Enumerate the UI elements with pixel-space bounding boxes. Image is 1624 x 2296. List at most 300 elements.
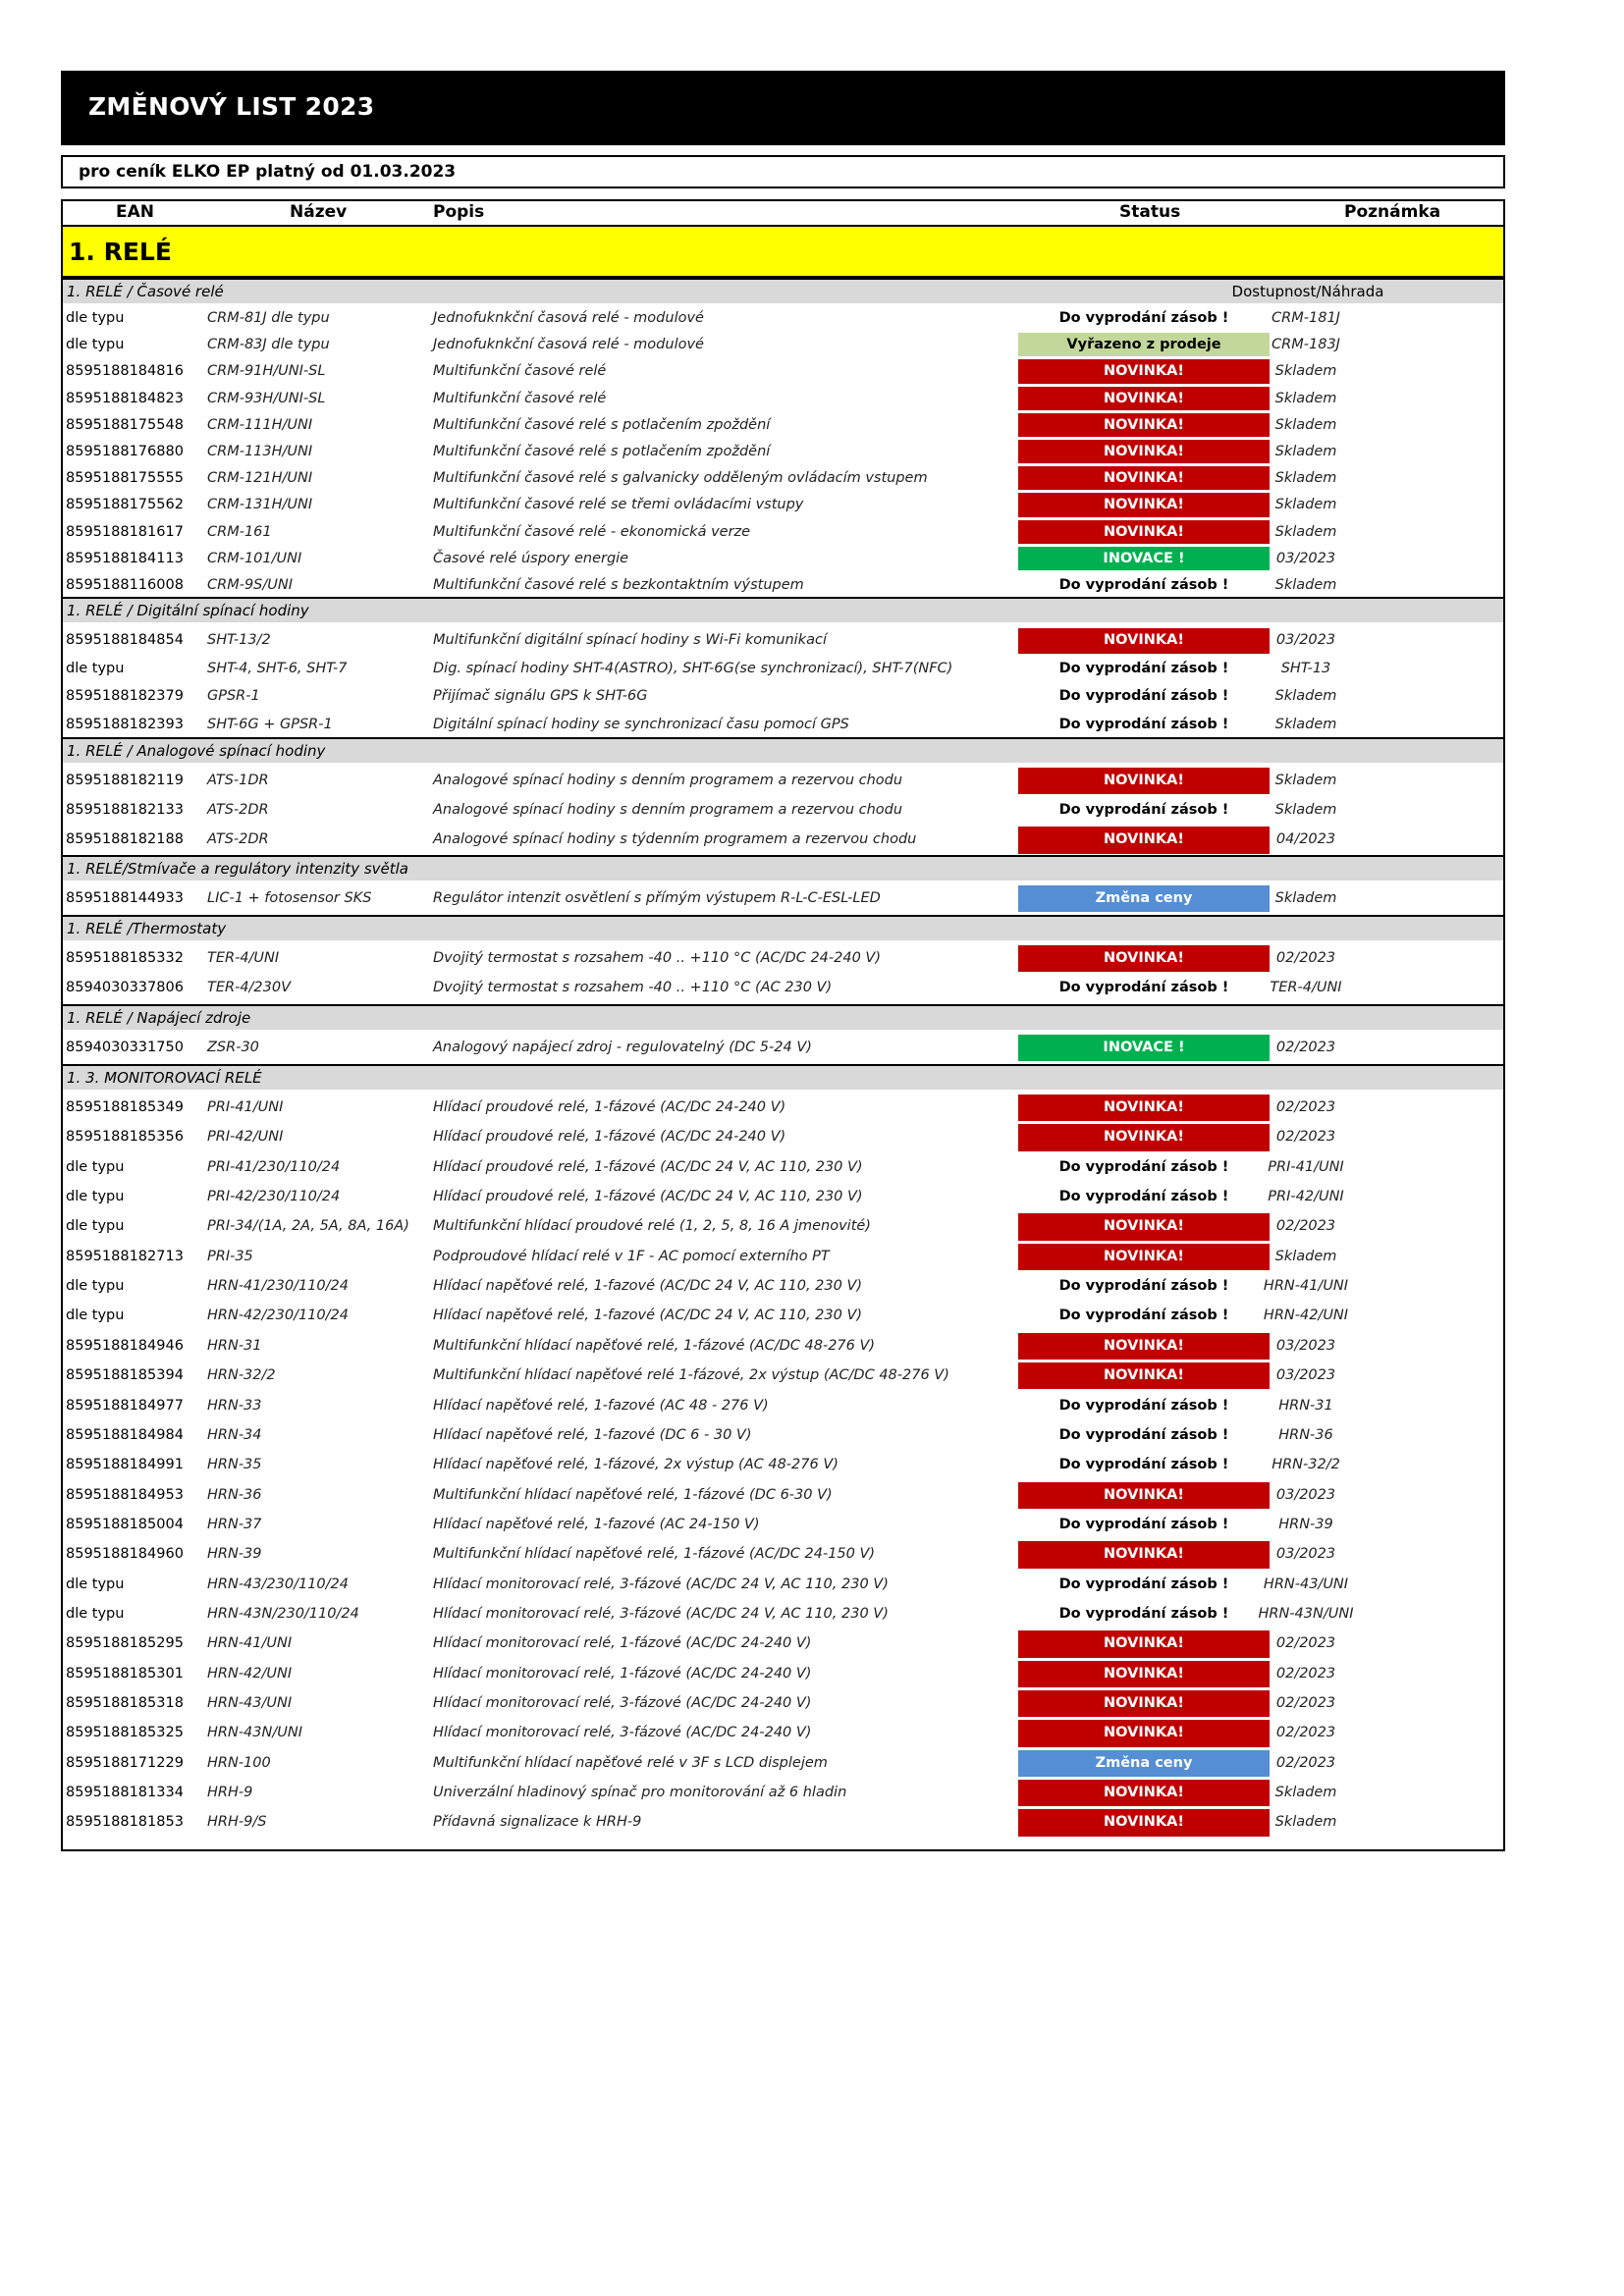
category-row	[63, 737, 1503, 763]
ean-cell: 8595188184991	[66, 1457, 184, 1473]
note-cell: 02/2023	[1275, 1099, 1336, 1115]
note-cell: 02/2023	[1275, 1635, 1336, 1652]
category-row	[63, 855, 1503, 881]
ean-cell: 8595188185004	[66, 1516, 184, 1532]
name-cell: HRH-9/S	[207, 1814, 267, 1831]
status-badge: NOVINKA!	[1018, 1630, 1270, 1657]
name-cell: CRM-93H/UNI-SL	[207, 390, 326, 406]
note-cell: 03/2023	[1275, 1337, 1336, 1354]
category-row	[63, 1064, 1503, 1090]
ean-cell: 8595188182393	[66, 716, 184, 732]
note-cell: Skladem	[1274, 1814, 1337, 1831]
ean-cell: 8595188182379	[66, 688, 184, 705]
note-cell: HRN-41/UNI	[1263, 1278, 1349, 1295]
ean-cell: dle typu	[66, 660, 125, 676]
status-badge: NOVINKA!	[1018, 1541, 1270, 1568]
name-cell: CRM-131H/UNI	[207, 497, 313, 513]
status-badge: Do vyprodání zásob !	[1058, 1605, 1229, 1622]
name-cell: HRN-33	[207, 1397, 262, 1414]
status-badge: NOVINKA!	[1018, 520, 1270, 544]
category-label: 1. 3. MONITOROVACÍ RELÉ	[67, 1069, 262, 1087]
description-cell: Přijímač signálu GPS k SHT-6G	[433, 688, 648, 705]
status-badge: NOVINKA!	[1018, 1690, 1270, 1717]
description-cell: Multifunkční časové relé s galvanicky odděleným ovládacím vstupem	[433, 470, 928, 487]
name-cell: CRM-81J dle typu	[207, 310, 330, 326]
ean-cell: 8595188116008	[66, 577, 184, 593]
description-cell: Přídavná signalizace k HRH-9	[433, 1814, 642, 1831]
ean-cell: 8595188182133	[66, 802, 184, 819]
status-badge: NOVINKA!	[1018, 827, 1270, 853]
table-row	[63, 826, 1503, 855]
status-badge: NOVINKA!	[1018, 945, 1270, 972]
status-badge: Vyřazeno z prodeje	[1018, 333, 1270, 356]
note-cell: Skladem	[1274, 390, 1337, 406]
description-cell: Regulátor intenzit osvětlení s přímým výstupem R-L-C-ESL-LED	[433, 890, 881, 906]
table-row	[63, 1392, 1503, 1421]
note-cell: HRN-43N/UNI	[1258, 1605, 1354, 1622]
description-cell: Multifunkční hlídací napěťové relé, 1-fázové (AC/DC 24-150 V)	[433, 1546, 876, 1563]
name-cell: HRN-42/UNI	[207, 1665, 293, 1682]
name-cell: TER-4/230V	[207, 980, 292, 996]
status-badge: NOVINKA!	[1018, 1661, 1270, 1687]
table-row	[63, 358, 1503, 385]
note-cell: 04/2023	[1275, 831, 1336, 848]
status-badge: NOVINKA!	[1018, 493, 1270, 516]
name-cell: SHT-6G + GPSR-1	[207, 716, 333, 732]
category-label: 1. RELÉ / Časové relé	[67, 283, 224, 300]
description-cell: Multifunkční hlídací napěťové relé, 1-fázové (DC 6-30 V)	[433, 1486, 833, 1503]
status-badge: NOVINKA!	[1018, 387, 1270, 410]
status-badge: Do vyprodání zásob !	[1058, 1457, 1229, 1473]
name-cell: HRN-31	[207, 1337, 262, 1354]
note-cell: 02/2023	[1275, 1040, 1336, 1055]
section-banner	[63, 227, 1503, 278]
description-cell: Hlídací monitorovací relé, 3-fázové (AC/DC 24 V, AC 110, 230 V)	[433, 1605, 889, 1622]
table-row	[63, 1153, 1503, 1183]
status-badge: Změna ceny	[1018, 1750, 1270, 1777]
table-row	[63, 386, 1503, 412]
name-cell: ATS-1DR	[207, 773, 269, 788]
table-row	[63, 1511, 1503, 1540]
table-row	[63, 412, 1503, 439]
page-title: ZMĚNOVÝ LIST 2023	[88, 92, 375, 121]
title-bar	[61, 71, 1505, 145]
name-cell: HRN-41/230/110/24	[207, 1278, 349, 1295]
table-row	[63, 1660, 1503, 1689]
ean-cell: 8595188175562	[66, 497, 184, 513]
note-cell: PRI-41/UNI	[1268, 1158, 1344, 1175]
description-cell: Jednofuknkční časová relé - modulové	[433, 337, 704, 353]
note-cell: HRN-39	[1278, 1516, 1333, 1532]
note-cell: Skladem	[1274, 444, 1337, 459]
name-cell: CRM-111H/UNI	[207, 416, 313, 433]
name-cell: HRN-37	[207, 1516, 262, 1532]
note-cell: Skladem	[1274, 416, 1337, 433]
ean-cell: 8595188175555	[66, 470, 184, 487]
status-badge: Do vyprodání zásob !	[1058, 1426, 1229, 1443]
status-badge: INOVACE !	[1018, 547, 1270, 570]
table-row	[63, 1689, 1503, 1719]
table-row	[63, 767, 1503, 796]
name-cell: ZSR-30	[207, 1040, 259, 1055]
category-row	[63, 597, 1503, 622]
name-cell: ATS-2DR	[207, 802, 269, 819]
name-cell: CRM-9S/UNI	[207, 577, 293, 593]
name-cell: LIC-1 + fotosensor SKS	[207, 890, 372, 906]
status-badge: NOVINKA!	[1018, 359, 1270, 383]
ean-cell: 8595188184946	[66, 1337, 184, 1354]
status-badge: NOVINKA!	[1018, 768, 1270, 794]
note-cell: 03/2023	[1275, 1367, 1336, 1384]
category-label: 1. RELÉ / Digitální spínací hodiny	[67, 602, 309, 619]
note-cell: Skladem	[1274, 890, 1337, 906]
note-cell: Skladem	[1274, 497, 1337, 513]
ean-cell: dle typu	[66, 310, 125, 326]
description-cell: Dvojitý termostat s rozsahem -40 .. +110 °C (AC 230 V)	[433, 980, 833, 996]
ean-cell: 8595188184984	[66, 1426, 184, 1443]
name-cell: HRN-35	[207, 1457, 262, 1473]
ean-cell: dle typu	[66, 1218, 125, 1235]
description-cell: Analogové spínací hodiny s denním programem a rezervou chodu	[433, 773, 903, 788]
status-badge: NOVINKA!	[1018, 466, 1270, 490]
name-cell: PRI-35	[207, 1248, 253, 1264]
table-row	[63, 796, 1503, 826]
note-cell: 02/2023	[1275, 1695, 1336, 1711]
subtitle-box	[61, 155, 1505, 188]
section-title: 1. RELÉ	[69, 238, 172, 266]
name-cell: HRH-9	[207, 1785, 253, 1801]
description-cell: Hlídací proudové relé, 1-fázové (AC/DC 24-240 V)	[433, 1129, 786, 1146]
status-badge: NOVINKA!	[1018, 1780, 1270, 1806]
name-cell: ATS-2DR	[207, 831, 269, 848]
note-cell: PRI-42/UNI	[1268, 1189, 1344, 1205]
status-badge: Do vyprodání zásob !	[1058, 1397, 1229, 1414]
category-row	[63, 915, 1503, 940]
description-cell: Multifunkční časové relé	[433, 363, 607, 380]
table-row	[63, 1749, 1503, 1779]
ean-cell: 8595188185332	[66, 950, 184, 966]
note-cell: 02/2023	[1275, 1218, 1336, 1235]
status-badge: INOVACE !	[1018, 1035, 1270, 1061]
status-badge: Do vyprodání zásob !	[1058, 688, 1229, 705]
table-row	[63, 1123, 1503, 1152]
status-badge: NOVINKA!	[1018, 1244, 1270, 1270]
description-cell: Hlídací napěťové relé, 1-fazové (AC/DC 24 V, AC 110, 230 V)	[433, 1308, 863, 1324]
ean-cell: 8595188182188	[66, 831, 184, 848]
ean-cell: 8595188185301	[66, 1665, 184, 1682]
col-head-desc: Popis	[433, 202, 485, 222]
status-badge: Do vyprodání zásob !	[1058, 1189, 1229, 1205]
note-cell: 02/2023	[1275, 950, 1336, 966]
ean-cell: 8595188171229	[66, 1754, 184, 1771]
table-row	[63, 1540, 1503, 1570]
description-cell: Multifunkční časové relé se třemi ovládacími vstupy	[433, 497, 804, 513]
note-cell: 03/2023	[1275, 550, 1336, 566]
name-cell: HRN-100	[207, 1754, 271, 1771]
table-row	[63, 1243, 1503, 1272]
description-cell: Analogové spínací hodiny s denním programem a rezervou chodu	[433, 802, 903, 819]
status-badge: Do vyprodání zásob !	[1058, 1516, 1229, 1532]
ean-cell: 8595188144933	[66, 890, 184, 906]
ean-cell: 8595188185394	[66, 1367, 184, 1384]
note-cell: CRM-183J	[1272, 337, 1340, 353]
note-cell: Skladem	[1274, 577, 1337, 593]
description-cell: Podproudové hlídací relé v 1F - AC pomocí externího PT	[433, 1248, 830, 1264]
description-cell: Multifunkční časové relé s potlačením zpoždění	[433, 444, 771, 459]
description-cell: Hlídací monitorovací relé, 3-fázové (AC/DC 24-240 V)	[433, 1695, 812, 1711]
name-cell: SHT-13/2	[207, 632, 271, 648]
table-row	[63, 519, 1503, 546]
description-cell: Hlídací napěťové relé, 1-fázové, 2x výstup (AC 48-276 V)	[433, 1457, 839, 1473]
note-cell: Skladem	[1274, 716, 1337, 732]
name-cell: HRN-41/UNI	[207, 1635, 293, 1652]
ean-cell: 8595188184960	[66, 1546, 184, 1563]
name-cell: PRI-41/230/110/24	[207, 1158, 341, 1175]
subtitle: pro ceník ELKO EP platný od 01.03.2023	[79, 162, 457, 182]
table-row	[63, 974, 1503, 1003]
note-cell: HRN-36	[1278, 1426, 1333, 1443]
ean-cell: 8595188182713	[66, 1248, 184, 1264]
table-row	[63, 683, 1503, 712]
name-cell: PRI-42/UNI	[207, 1129, 284, 1146]
description-cell: Hlídací monitorovací relé, 1-fázové (AC/DC 24-240 V)	[433, 1665, 812, 1682]
ean-cell: dle typu	[66, 337, 125, 353]
ean-cell: dle typu	[66, 1575, 125, 1592]
note-cell: Skladem	[1274, 523, 1337, 540]
ean-cell: 8595188181334	[66, 1785, 184, 1801]
name-cell: HRN-43N/230/110/24	[207, 1605, 359, 1622]
name-cell: CRM-113H/UNI	[207, 444, 313, 459]
name-cell: CRM-83J dle typu	[207, 337, 330, 353]
ean-cell: dle typu	[66, 1278, 125, 1295]
ean-cell: 8595188184823	[66, 390, 184, 406]
description-cell: Multifunkční hlídací proudové relé (1, 2, 5, 8, 16 A jmenovité)	[433, 1218, 871, 1235]
description-cell: Dvojitý termostat s rozsahem -40 .. +110 °C (AC/DC 24-240 V)	[433, 950, 881, 966]
ean-cell: 8595188185318	[66, 1695, 184, 1711]
note-cell: 02/2023	[1275, 1725, 1336, 1741]
table-row	[63, 1302, 1503, 1331]
description-cell: Hlídací proudové relé, 1-fázové (AC/DC 24 V, AC 110, 230 V)	[433, 1189, 863, 1205]
ean-cell: 8595188185356	[66, 1129, 184, 1146]
table-row	[63, 1481, 1503, 1511]
table-row	[63, 1629, 1503, 1659]
ean-cell: 8594030337806	[66, 980, 184, 996]
table-row	[63, 884, 1503, 914]
table-row	[63, 1272, 1503, 1302]
table-row	[63, 439, 1503, 465]
status-badge: NOVINKA!	[1018, 1720, 1270, 1746]
description-cell: Hlídací monitorovací relé, 3-fázové (AC/DC 24 V, AC 110, 230 V)	[433, 1575, 889, 1592]
status-badge: Do vyprodání zásob !	[1058, 1308, 1229, 1324]
table-row	[63, 1421, 1503, 1451]
name-cell: GPSR-1	[207, 688, 260, 705]
note-cell: CRM-181J	[1272, 310, 1340, 326]
note-cell: HRN-32/2	[1272, 1457, 1340, 1473]
table-row	[63, 546, 1503, 572]
description-cell: Hlídací monitorovací relé, 3-fázové (AC/DC 24-240 V)	[433, 1725, 812, 1741]
ean-cell: 8595188185349	[66, 1099, 184, 1115]
note-cell: SHT-13	[1280, 660, 1331, 676]
status-badge: Do vyprodání zásob !	[1058, 310, 1229, 326]
table-row	[63, 1332, 1503, 1362]
name-cell: CRM-91H/UNI-SL	[207, 363, 326, 380]
description-cell: Analogový napájecí zdroj - regulovatelný (DC 5-24 V)	[433, 1040, 812, 1055]
ean-cell: 8595188185295	[66, 1635, 184, 1652]
category-label: 1. RELÉ / Analogové spínací hodiny	[67, 742, 326, 760]
description-cell: Multifunkční hlídací napěťové relé v 3F s LCD displejem	[433, 1754, 828, 1771]
name-cell: HRN-43/UNI	[207, 1695, 293, 1711]
note-cell: Skladem	[1274, 688, 1337, 705]
category-label: 1. RELÉ / Napájecí zdroje	[67, 1009, 251, 1027]
category-label: 1. RELÉ/Stmívače a regulátory intenzity světla	[67, 860, 408, 878]
ean-cell: 8595188181853	[66, 1814, 184, 1831]
category-availability-label: Dostupnost/Náhrada	[1231, 283, 1384, 300]
ean-cell: 8595188184977	[66, 1397, 184, 1414]
category-row	[63, 278, 1503, 303]
col-head-ean: EAN	[116, 202, 154, 222]
status-badge: NOVINKA!	[1018, 628, 1270, 654]
name-cell: HRN-39	[207, 1546, 262, 1563]
description-cell: Multifunkční časové relé	[433, 390, 607, 406]
name-cell: CRM-101/UNI	[207, 550, 302, 566]
status-badge: Do vyprodání zásob !	[1058, 802, 1229, 819]
note-cell: Skladem	[1274, 802, 1337, 819]
status-badge: NOVINKA!	[1018, 440, 1270, 463]
name-cell: HRN-43/230/110/24	[207, 1575, 349, 1592]
note-cell: HRN-42/UNI	[1263, 1308, 1349, 1324]
description-cell: Hlídací napěťové relé, 1-fazové (AC 48 - 276 V)	[433, 1397, 769, 1414]
note-cell: Skladem	[1274, 1248, 1337, 1264]
col-head-name: Název	[290, 202, 348, 222]
note-cell: Skladem	[1274, 773, 1337, 788]
status-badge: NOVINKA!	[1018, 1482, 1270, 1509]
ean-cell: 8595188184953	[66, 1486, 184, 1503]
description-cell: Multifunkční digitální spínací hodiny s Wi-Fi komunikací	[433, 632, 827, 648]
note-cell: 02/2023	[1275, 1129, 1336, 1146]
col-head-note: Poznámka	[1344, 202, 1441, 222]
note-cell: HRN-31	[1278, 1397, 1333, 1414]
table-row	[63, 1094, 1503, 1123]
table-row	[63, 1600, 1503, 1629]
name-cell: PRI-41/UNI	[207, 1099, 284, 1115]
description-cell: Dig. spínací hodiny SHT-4(ASTRO), SHT-6G(se synchronizací), SHT-7(NFC)	[433, 660, 953, 676]
description-cell: Hlídací monitorovací relé, 1-fázové (AC/DC 24-240 V)	[433, 1635, 812, 1652]
description-cell: Časové relé úspory energie	[433, 550, 629, 566]
ean-cell: 8595188184816	[66, 363, 184, 380]
name-cell: SHT-4, SHT-6, SHT-7	[207, 660, 348, 676]
table-row	[63, 712, 1503, 740]
ean-cell: 8595188181617	[66, 523, 184, 540]
status-badge: Do vyprodání zásob !	[1058, 1575, 1229, 1592]
status-badge: Do vyprodání zásob !	[1058, 1158, 1229, 1175]
name-cell: PRI-42/230/110/24	[207, 1189, 341, 1205]
status-badge: NOVINKA!	[1018, 413, 1270, 437]
status-badge: Změna ceny	[1018, 885, 1270, 912]
col-head-status: Status	[1119, 202, 1181, 222]
table-row	[63, 1034, 1503, 1063]
table-row	[63, 332, 1503, 358]
table-row	[63, 572, 1503, 599]
table-row	[63, 1362, 1503, 1391]
table-row	[63, 944, 1503, 974]
ean-cell: dle typu	[66, 1308, 125, 1324]
ean-cell: 8595188182119	[66, 773, 184, 788]
name-cell: HRN-36	[207, 1486, 262, 1503]
note-cell: TER-4/UNI	[1270, 980, 1342, 996]
ean-cell: 8595188175548	[66, 416, 184, 433]
description-cell: Hlídací proudové relé, 1-fázové (AC/DC 24-240 V)	[433, 1099, 786, 1115]
name-cell: TER-4/UNI	[207, 950, 280, 966]
ean-cell: 8595188184854	[66, 632, 184, 648]
category-label: 1. RELÉ /Thermostaty	[67, 920, 227, 937]
table-row	[63, 1719, 1503, 1748]
ean-cell: 8594030331750	[66, 1040, 184, 1055]
note-cell: 03/2023	[1275, 1546, 1336, 1563]
status-badge: Do vyprodání zásob !	[1058, 577, 1229, 593]
status-badge: NOVINKA!	[1018, 1809, 1270, 1836]
description-cell: Hlídací napěťové relé, 1-fazové (AC 24-150 V)	[433, 1516, 760, 1532]
description-cell: Digitální spínací hodiny se synchronizací času pomocí GPS	[433, 716, 849, 732]
table-row	[63, 492, 1503, 518]
ean-cell: 8595188176880	[66, 444, 184, 459]
description-cell: Jednofuknkční časová relé - modulové	[433, 310, 704, 326]
description-cell: Multifunkční časové relé s potlačením zpoždění	[433, 416, 771, 433]
note-cell: 02/2023	[1275, 1665, 1336, 1682]
description-cell: Analogové spínací hodiny s týdenním programem a rezervou chodu	[433, 831, 917, 848]
description-cell: Multifunkční hlídací napěťové relé, 1-fázové (AC/DC 48-276 V)	[433, 1337, 876, 1354]
note-cell: 03/2023	[1275, 1486, 1336, 1503]
table-row	[63, 1571, 1503, 1600]
table-row	[63, 627, 1503, 656]
table-row	[63, 1779, 1503, 1808]
name-cell: HRN-34	[207, 1426, 262, 1443]
ean-cell: 8595188185325	[66, 1725, 184, 1741]
name-cell: PRI-34/(1A, 2A, 5A, 8A, 16A)	[207, 1218, 409, 1235]
ean-cell: 8595188184113	[66, 550, 184, 566]
description-cell: Hlídací napěťové relé, 1-fazové (AC/DC 24 V, AC 110, 230 V)	[433, 1278, 863, 1295]
table-row	[63, 305, 1503, 332]
note-cell: Skladem	[1274, 470, 1337, 487]
description-cell: Multifunkční časové relé - ekonomická verze	[433, 523, 751, 540]
note-cell: Skladem	[1274, 363, 1337, 380]
status-badge: Do vyprodání zásob !	[1058, 660, 1229, 676]
status-badge: Do vyprodání zásob !	[1058, 716, 1229, 732]
note-cell: Skladem	[1274, 1785, 1337, 1801]
name-cell: HRN-43N/UNI	[207, 1725, 302, 1741]
description-cell: Hlídací napěťové relé, 1-fazové (DC 6 - 30 V)	[433, 1426, 752, 1443]
status-badge: NOVINKA!	[1018, 1362, 1270, 1389]
status-badge: Do vyprodání zásob !	[1058, 980, 1229, 996]
name-cell: CRM-121H/UNI	[207, 470, 313, 487]
ean-cell: dle typu	[66, 1605, 125, 1622]
note-cell: HRN-43/UNI	[1263, 1575, 1349, 1592]
name-cell: CRM-161	[207, 523, 272, 540]
description-cell: Hlídací proudové relé, 1-fázové (AC/DC 24 V, AC 110, 230 V)	[433, 1158, 863, 1175]
ean-cell: dle typu	[66, 1189, 125, 1205]
status-badge: NOVINKA!	[1018, 1333, 1270, 1360]
table-row	[63, 656, 1503, 684]
status-badge: NOVINKA!	[1018, 1213, 1270, 1240]
table-row	[63, 1451, 1503, 1480]
category-row	[63, 1004, 1503, 1030]
note-cell: 03/2023	[1275, 632, 1336, 648]
status-badge: NOVINKA!	[1018, 1095, 1270, 1121]
description-cell: Univerzální hladinový spínač pro monitorování až 6 hladin	[433, 1785, 847, 1801]
table-row	[63, 465, 1503, 492]
status-badge: NOVINKA!	[1018, 1124, 1270, 1150]
ean-cell: dle typu	[66, 1158, 125, 1175]
description-cell: Multifunkční časové relé s bezkontaktním výstupem	[433, 577, 804, 593]
